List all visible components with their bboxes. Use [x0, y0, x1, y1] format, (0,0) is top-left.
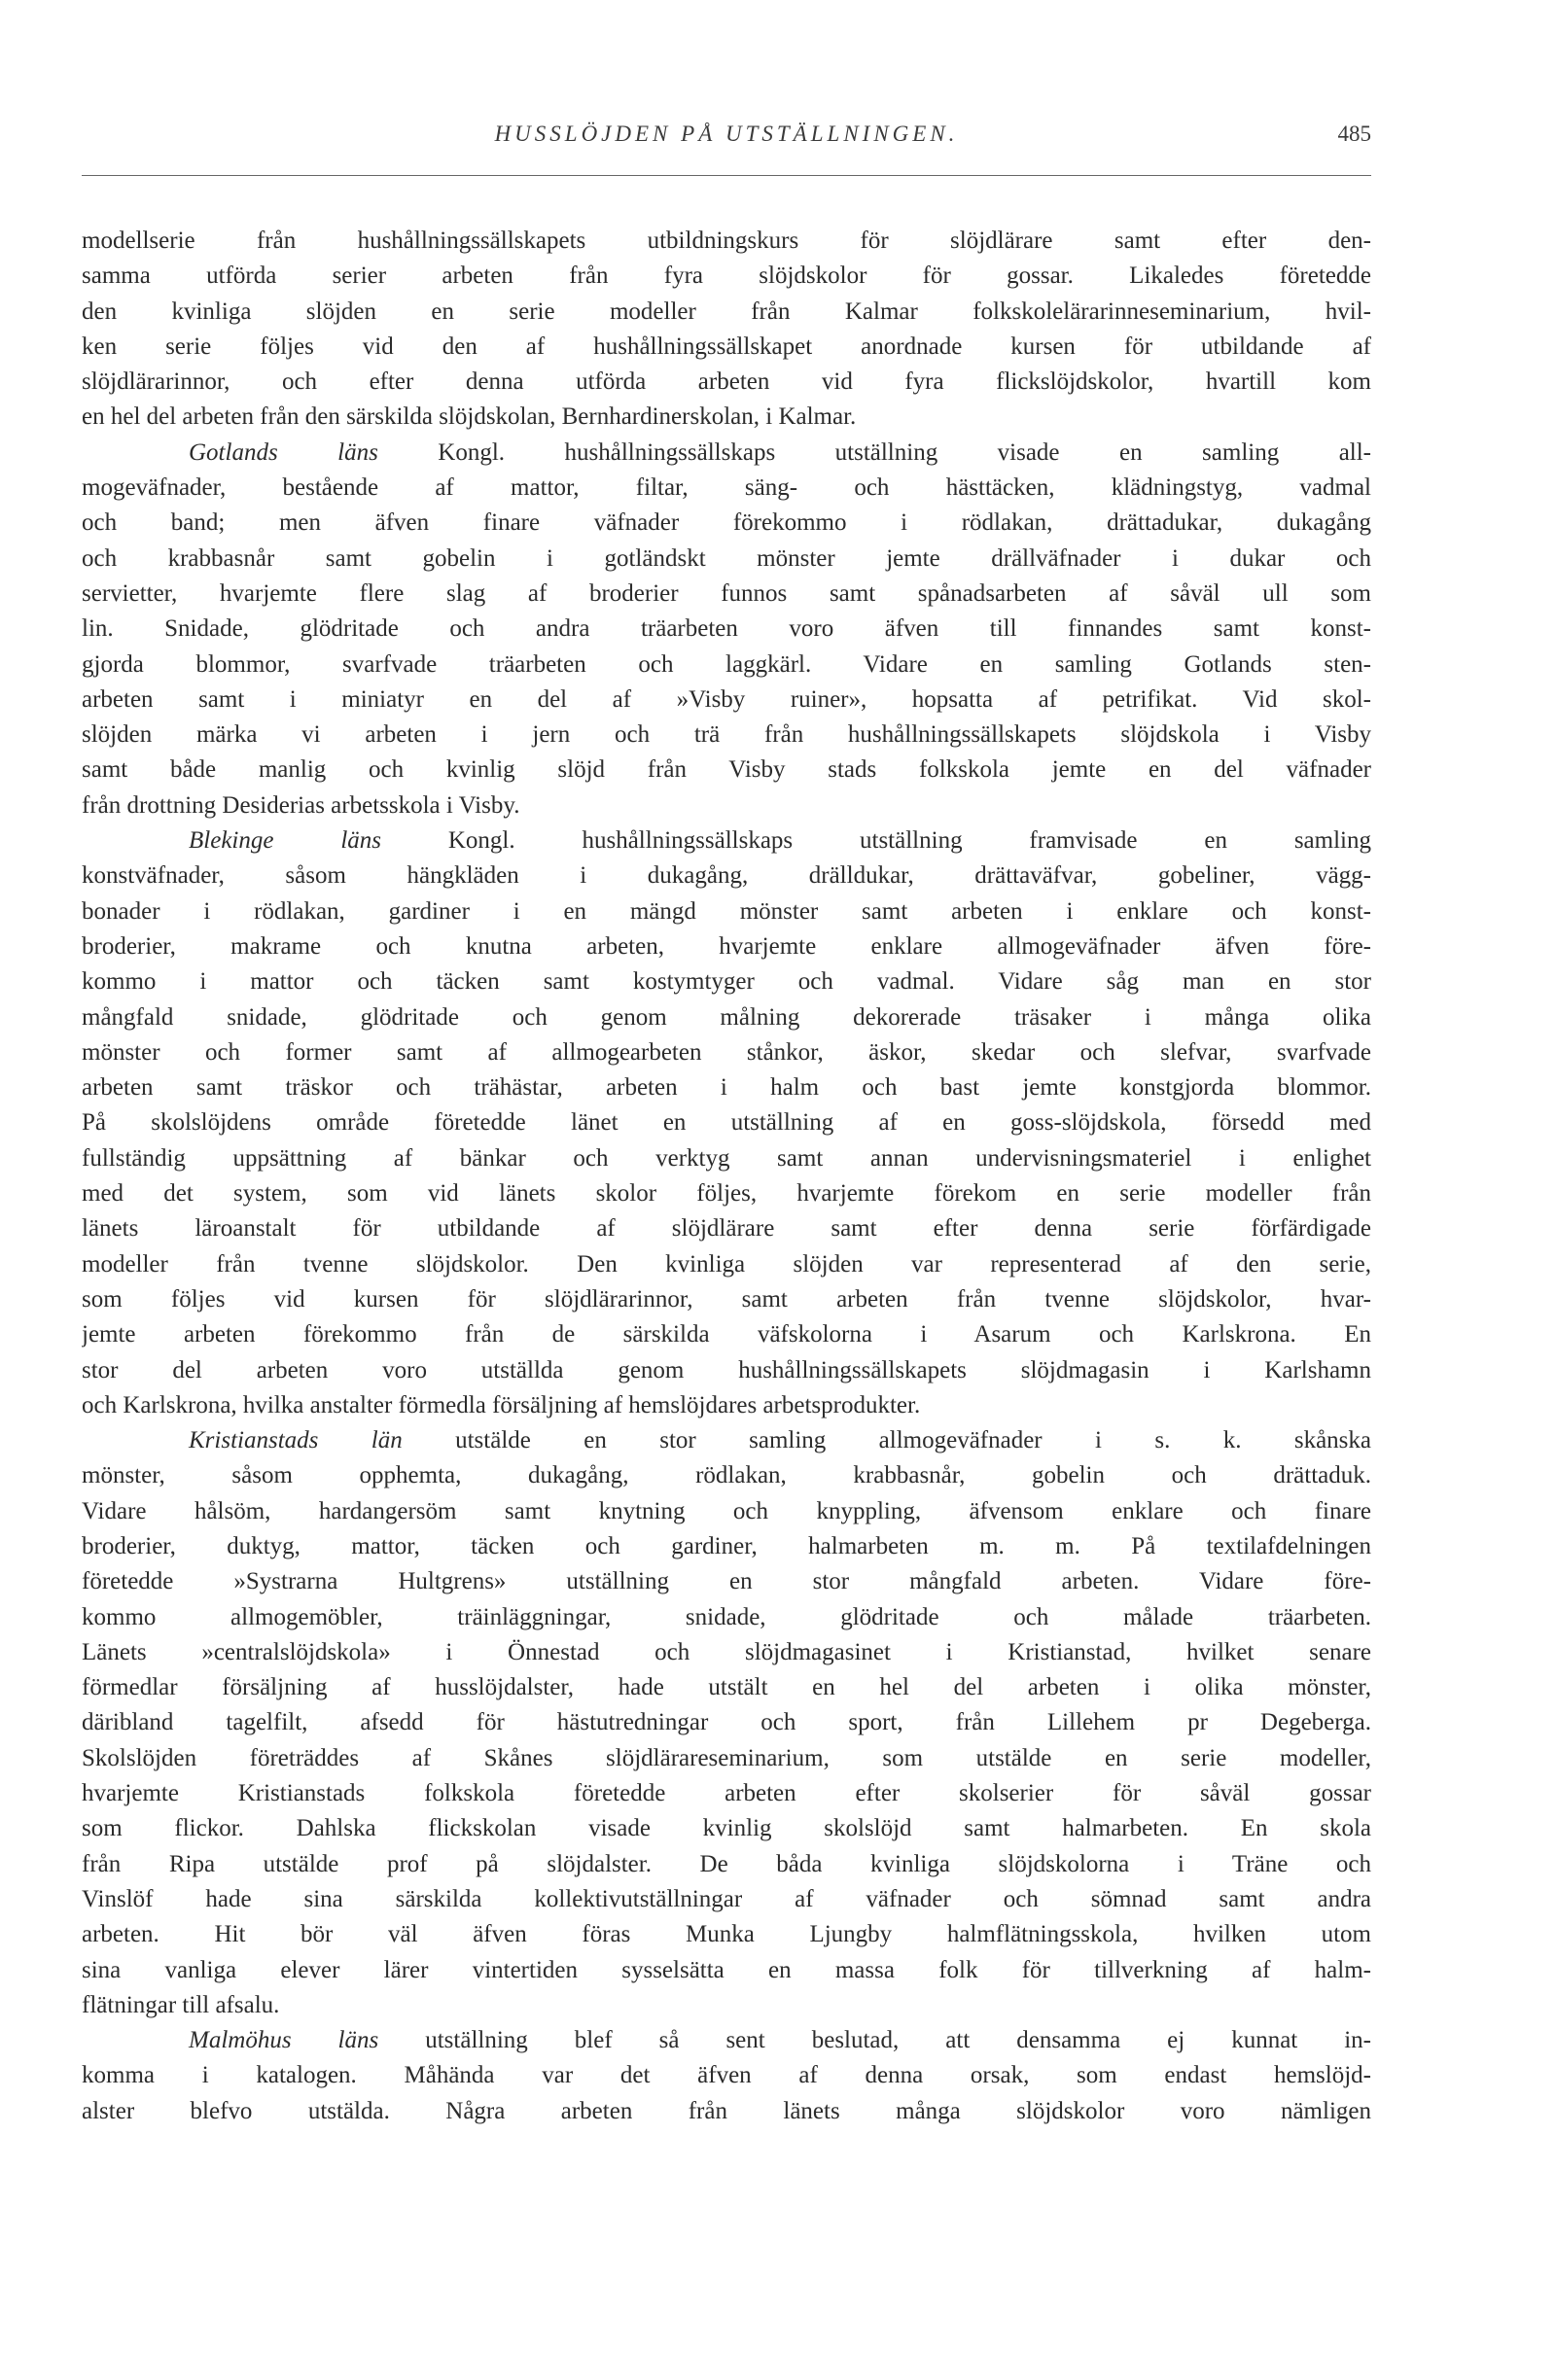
text-line [82, 894, 1371, 929]
line-text: ken serie följes vid den af hushållningssällskapet anordnade kursen för utbildande af [82, 332, 1371, 360]
line-text: fullständig uppsättning af bänkar och verktyg samt annan undervisningsmateriel i enlighet [82, 1144, 1371, 1172]
line-text: jemte arbeten förekommo från de särskilda väfskolorna i Asarum och Karlskrona. En [82, 1321, 1371, 1348]
line-text: däribland tagelfilt, afsedd för hästutredningar och sport, från Lillehem pr Degeberga. [82, 1709, 1371, 1736]
text-line [82, 506, 1371, 541]
text-line [82, 471, 1371, 506]
line-text: samma utförda serier arbeten från fyra slöjdskolor för gossar. Likaledes företedde [82, 262, 1371, 290]
line-text: mönster och former samt af allmogearbeten stånkor, äskor, skedar och slefvar, svarfvade [82, 1038, 1371, 1066]
line-text: På skolslöjdens område företedde länet en utställning af en goss-slöjdskola, försedd med [82, 1109, 1371, 1137]
text-line [82, 330, 1371, 365]
page-number: 485 [1337, 122, 1371, 146]
text-line [82, 858, 1371, 893]
text-line [82, 1353, 1371, 1388]
line-text: Länets »centralslöjdskola» i Önnestad och slöjdmagasinet i Kristianstad, hvilket senare [82, 1638, 1371, 1665]
line-text: gjorda blommor, svarfvade träarbeten och laggkärl. Vidare en samling Gotlands sten- [82, 650, 1371, 678]
text-line [82, 929, 1371, 964]
line-text: länets läroanstalt för utbildande af slöjdlärare samt efter denna serie förfärdigade [82, 1215, 1371, 1242]
line-text: Skolslöjden företräddes af Skånes slöjdlärareseminarium, som utstälde en serie modeller, [82, 1744, 1371, 1771]
page-header [82, 115, 1371, 163]
line-text: kommo i mattor och täcken samt kostymtyger och vadmal. Vidare såg man en stor [82, 968, 1371, 996]
line-text: konstväfnader, såsom hängkläden i dukagång, drälldukar, drättaväfvar, gobeliner, vägg- [82, 862, 1371, 890]
line-text: mönster, såsom opphemta, dukagång, rödlakan, krabbasnår, gobelin och drättaduk. [82, 1462, 1371, 1489]
line-text: och krabbasnår samt gobelin i gotländskt mönster jemte drällväfnader i dukar och [82, 544, 1371, 572]
line-text: alster blefvo utstälda. Några arbeten från länets många slöjdskolor voro nämligen [82, 2097, 1371, 2124]
text-line [82, 1882, 1371, 1917]
book-page [82, 115, 1371, 2124]
text-line [82, 648, 1371, 682]
text-line [82, 1141, 1371, 1176]
line-text: sina vanliga elever lärer vintertiden sysselsätta en massa folk för tillverkning af halm- [82, 1956, 1371, 1983]
text-line [82, 1847, 1371, 1882]
text-line [82, 1211, 1371, 1246]
text-line [82, 1776, 1371, 1811]
line-text: mogeväfnader, bestående af mattor, filtar, säng- och hästtäcken, klädningstyg, vadmal [82, 474, 1371, 502]
text-line [82, 1176, 1371, 1211]
text-line [82, 2058, 1371, 2093]
header-rule [82, 175, 1371, 176]
text-line [82, 1105, 1371, 1140]
text-line [82, 718, 1371, 752]
line-text: arbeten. Hit bör väl äfven föras Munka Ljungby halmflätningsskola, hvilken utom [82, 1921, 1371, 1948]
line-text: broderier, makrame och knutna arbeten, hvarjemte enklare allmogeväfnader äfven före- [82, 932, 1371, 960]
line-text: hvarjemte Kristianstads folkskola företedde arbeten efter skolserier för såväl gossar [82, 1780, 1371, 1807]
text-line [82, 2094, 1371, 2129]
county-name: Malmöhus läns [189, 2027, 379, 2054]
text-line [82, 964, 1371, 999]
line-text: arbeten samt i miniatyr en del af »Visby ruiner», hopsatta af petrifikat. Vid skol- [82, 685, 1371, 713]
text-line [82, 1282, 1371, 1317]
text-line [82, 1564, 1371, 1599]
line-text: från Ripa utstälde prof på slöjdalster. De båda kvinliga slöjdskolorna i Träne och [82, 1850, 1371, 1877]
line-text: utställning blef så sent beslutad, att densamma ej kunnat in- [378, 2027, 1371, 2054]
county-name: Gotlands läns [189, 438, 378, 466]
text-line [82, 1247, 1371, 1282]
line-text: en hel del arbeten från den särskilda slöjdskolan, Bernhardinerskolan, i Kalmar. [82, 403, 857, 431]
line-text: modeller från tvenne slöjdskolor. Den kvinliga slöjden var representerad af den serie, [82, 1250, 1371, 1278]
line-text: kommo allmogemöbler, träinläggningar, snidade, glödritade och målade träarbeten. [82, 1603, 1371, 1630]
line-text: Kongl. hushållningssällskaps utställning visade en samling all- [377, 438, 1371, 466]
line-text: slöjden märka vi arbeten i jern och trä från hushållningssällskapets slöjdskola i Visby [82, 721, 1371, 749]
line-text: broderier, duktyg, mattor, täcken och gardiner, halmarbeten m. m. På textilafdelningen [82, 1532, 1371, 1559]
text-line [82, 682, 1371, 718]
line-text: arbeten samt träskor och trähästar, arbeten i halm och bast jemte konstgjorda blommor. [82, 1074, 1371, 1102]
text-line [82, 1988, 1371, 2023]
line-text: stor del arbeten voro utställda genom hushållningssällskapets slöjdmagasin i Karlshamn [82, 1356, 1371, 1383]
line-text: med det system, som vid länets skolor följes, hvarjemte förekom en serie modeller från [82, 1180, 1371, 1208]
text-line [82, 1388, 1371, 1423]
text-line [82, 1000, 1371, 1035]
line-text: flätningar till afsalu. [82, 1991, 280, 2018]
body-text [82, 224, 1371, 2129]
line-text: och Karlskrona, hvilka anstalter förmedla försäljning af hemslöjdares arbetsprodukter. [82, 1391, 921, 1418]
text-line [82, 224, 1371, 259]
text-line [82, 1670, 1371, 1705]
text-line [82, 1423, 1371, 1458]
text-line [82, 542, 1371, 577]
line-text: som flickor. Dahlska flickskolan visade kvinlig skolslöjd samt halmarbeten. En skola [82, 1815, 1371, 1842]
text-line [82, 823, 1371, 858]
county-name: Blekinge läns [189, 827, 381, 855]
county-name: Kristianstads län [189, 1427, 403, 1454]
text-line [82, 436, 1371, 471]
text-line [82, 1917, 1371, 1952]
line-text: bonader i rödlakan, gardiner i en mängd mönster samt arbeten i enklare och konst- [82, 897, 1371, 925]
text-line [82, 365, 1371, 400]
text-line [82, 400, 1371, 435]
text-line [82, 1070, 1371, 1105]
text-line [82, 752, 1371, 788]
line-text: som följes vid kursen för slöjdlärarinnor, samt arbeten från tvenne slöjdskolor, hvar- [82, 1285, 1371, 1312]
text-line [82, 1741, 1371, 1776]
line-text: förmedlar försäljning af husslöjdalster, hade utstält en hel del arbeten i olika mönster, [82, 1674, 1371, 1701]
line-text: lin. Snidade, glödritade och andra träarbeten voro äfven till finnandes samt konst- [82, 615, 1371, 643]
line-text: Vidare hålsöm, hardangersöm samt knytning och knyppling, äfvensom enklare och finare [82, 1497, 1371, 1524]
line-text: komma i katalogen. Måhända var det äfven af denna orsak, som endast hemslöjd- [82, 2062, 1371, 2089]
line-text: den kvinliga slöjden en serie modeller från Kalmar folkskolelärarinneseminarium, hvil- [82, 298, 1371, 325]
text-line [82, 1635, 1371, 1670]
text-line [82, 1458, 1371, 1493]
text-line [82, 1953, 1371, 1988]
text-line [82, 1035, 1371, 1070]
line-text: utstälde en stor samling allmogeväfnader i s. k. skånska [402, 1427, 1371, 1454]
text-line [82, 1494, 1371, 1529]
text-line [82, 1600, 1371, 1635]
line-text: från drottning Desiderias arbetsskola i Visby. [82, 791, 520, 819]
line-text: och band; men äfven finare väfnader förekommo i rödlakan, drättadukar, dukagång [82, 509, 1371, 537]
text-line [82, 788, 1371, 823]
running-title: HUSSLÖJDEN PÅ UTSTÄLLNINGEN. [494, 122, 959, 146]
text-line [82, 612, 1371, 647]
text-line [82, 295, 1371, 330]
line-text: Kongl. hushållningssällskaps utställning framvisade en samling [381, 827, 1371, 855]
text-line [82, 1811, 1371, 1846]
line-text: företedde »Systrarna Hultgrens» utställning en stor mångfald arbeten. Vidare före- [82, 1568, 1371, 1595]
text-line [82, 1317, 1371, 1352]
line-text: mångfald snidade, glödritade och genom målning dekorerade träsaker i många olika [82, 1003, 1371, 1031]
text-line [82, 577, 1371, 612]
text-line [82, 1705, 1371, 1740]
line-text: slöjdlärarinnor, och efter denna utförda arbeten vid fyra flickslöjdskolor, hvartill kom [82, 368, 1371, 396]
line-text: modellserie från hushållningssällskapets utbildningskurs för slöjdlärare samt efter den- [82, 228, 1371, 254]
line-text: Vinslöf hade sina särskilda kollektivutställningar af väfnader och sömnad samt andra [82, 1885, 1371, 1912]
text-line [82, 259, 1371, 294]
line-text: samt både manlig och kvinlig slöjd från Visby stads folkskola jemte en del väfnader [82, 756, 1371, 784]
line-text: servietter, hvarjemte flere slag af broderier funnos samt spånadsarbeten af såväl ull som [82, 579, 1371, 607]
text-line [82, 2023, 1371, 2058]
text-line [82, 1529, 1371, 1564]
